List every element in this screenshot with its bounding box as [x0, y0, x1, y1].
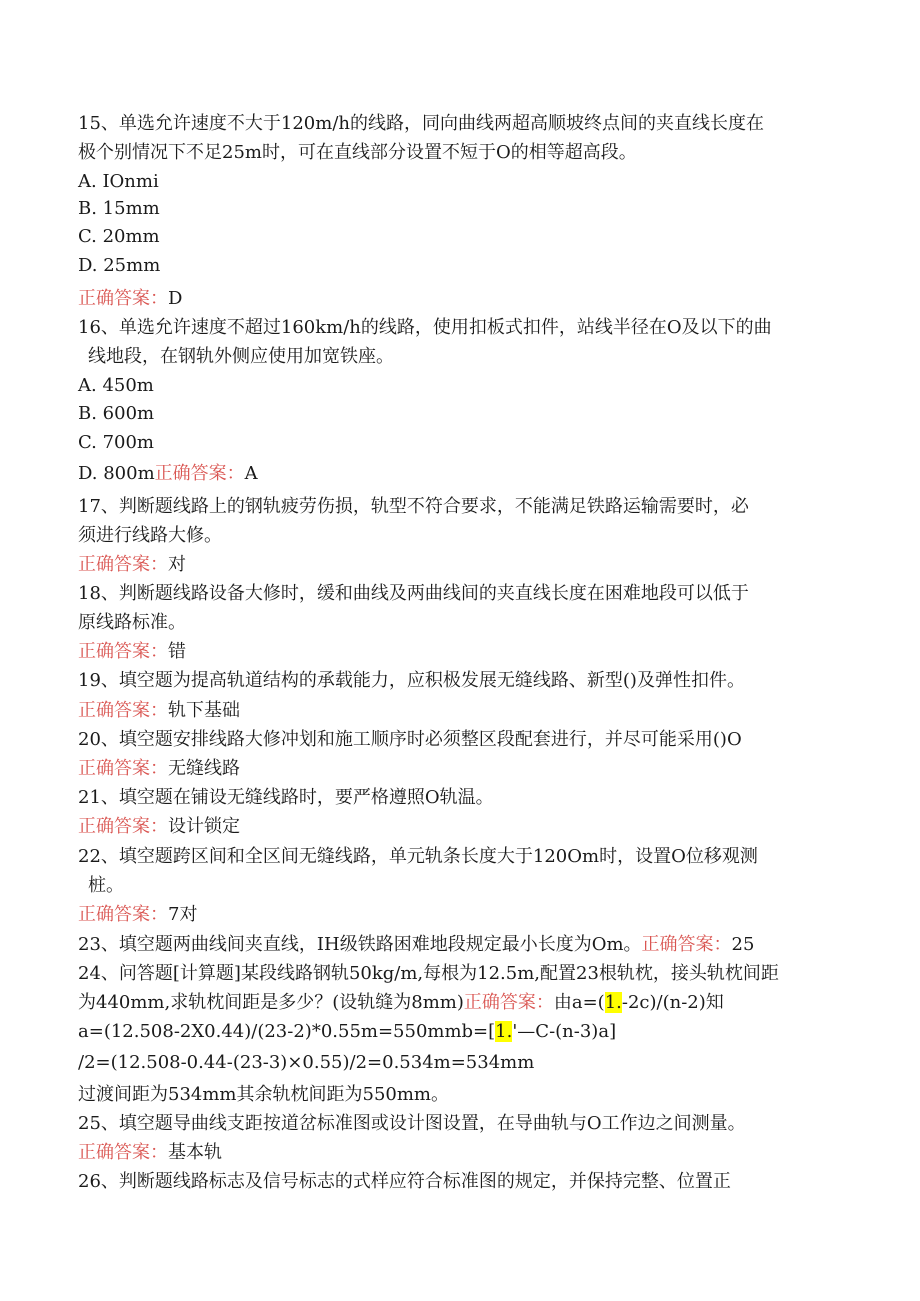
q22-line1: 22、填空题跨区间和全区间无缝线路，单元轨条长度大于120Om时，设置O位移观测 [78, 846, 758, 867]
q24-line3-post: '—C-(n-3)a] [512, 1021, 617, 1042]
q25-line1: 25、填空题导曲线支距按道岔标准图或设计图设置，在导曲轨与O工作边之间测量。 [78, 1113, 746, 1134]
q18-answer: 错 [168, 641, 186, 662]
q16-line2: 线地段，在钢轨外侧应使用加宽铁座。 [88, 346, 394, 367]
answer-label: 正确答案： [641, 934, 732, 955]
q18-line2: 原线路标准。 [78, 612, 186, 633]
q17-answer-row [78, 552, 186, 578]
q24-line2-question: 为440mm,求轨枕间距是多少？(设轨缝为8mm) [78, 992, 464, 1013]
q15-option-a: A. IOnmi [78, 171, 159, 192]
answer-label: 正确答案： [78, 816, 168, 837]
q15-line1: 15、单选允许速度不大于120m/h的线路，同向曲线两超高顺坡终点间的夹直线长度在 [78, 113, 764, 134]
q24-line3-pre: a=(12.508-2X0.44)/(23-2)*0.55m=550mmb=[ [78, 1021, 496, 1042]
q15-answer: D [168, 288, 183, 309]
q22-answer-row [78, 902, 197, 928]
q15-option-d: D. 25mm [78, 255, 161, 276]
q16-option-d: D. 800m [78, 463, 155, 484]
q24-line1: 24、问答题[计算题]某段线路钢轨50kg/m,每根为12.5m,配置23根轨枕，接头轨枕间距 [78, 963, 779, 984]
q24-highlight-1: 1. [604, 992, 622, 1013]
q16-option-d-answer-row [78, 461, 258, 487]
q18-answer-row [78, 639, 186, 665]
answer-label: 正确答案： [463, 992, 554, 1013]
q15-option-c: C. 20mm [78, 226, 160, 247]
q24-line4: /2=(12.508-0.44-(23-3)×0.55)/2=0.534m=534mm [78, 1052, 535, 1073]
q19-answer-row [78, 698, 240, 724]
q25-answer-row [78, 1140, 222, 1166]
q16-line1: 16、单选允许速度不超过160km/h的线路，使用扣板式扣件，站线半径在O及以下的曲 [78, 317, 772, 338]
q15-answer-row [78, 286, 182, 312]
answer-label: 正确答案： [78, 288, 168, 309]
q15-option-b: B. 15mm [78, 198, 160, 219]
q22-line2: 桩。 [88, 875, 124, 896]
q20-line1: 20、填空题安排线路大修冲划和施工顺序时必须整区段配套进行，并尽可能采用()O [78, 729, 742, 750]
q24-line2 [78, 990, 724, 1016]
q16-option-c: C. 700m [78, 432, 154, 453]
q22-answer: 7对 [168, 904, 198, 925]
answer-label: 正确答案： [78, 758, 168, 779]
q17-line2: 须进行线路大修。 [78, 525, 222, 546]
q23-line-with-answer [78, 932, 754, 958]
answer-label: 正确答案： [78, 1142, 168, 1163]
q21-line1: 21、填空题在铺设无缝线路时，要严格遵照O轨温。 [78, 787, 494, 808]
answer-label: 正确答案： [78, 641, 168, 662]
q24-highlight-2: 1. [495, 1021, 513, 1042]
q21-answer-row [78, 814, 240, 840]
q24-line5: 过渡间距为534mm其余轨枕间距为550mm。 [78, 1084, 449, 1105]
q17-answer: 对 [168, 554, 186, 575]
q16-answer: A [244, 463, 258, 484]
q21-answer: 设计锁定 [168, 816, 240, 837]
q19-answer: 轨下基础 [168, 700, 240, 721]
q24-formula-a-post: -2c)/(n-2)知 [621, 992, 724, 1013]
q16-option-a: A. 450m [78, 375, 154, 396]
q18-line1: 18、判断题线路设备大修时，缓和曲线及两曲线间的夹直线长度在困难地段可以低于 [78, 583, 749, 604]
answer-label: 正确答案： [78, 904, 168, 925]
q25-answer: 基本轨 [168, 1142, 222, 1163]
answer-label: 正确答案： [78, 554, 168, 575]
q24-line3 [78, 1019, 616, 1045]
q26-line1: 26、判断题线路标志及信号标志的式样应符合标准图的规定，并保持完整、位置正 [78, 1171, 731, 1192]
answer-label: 正确答案： [154, 463, 245, 484]
q20-answer-row [78, 756, 240, 782]
q16-option-b: B. 600m [78, 403, 155, 424]
q15-line2: 极个别情况下不足25m时，可在直线部分设置不短于O的相等超高段。 [78, 142, 637, 163]
q20-answer: 无缝线路 [168, 758, 240, 779]
q23-line1: 23、填空题两曲线间夹直线，IH级铁路困难地段规定最小长度为Om。 [78, 934, 642, 955]
q19-line1: 19、填空题为提高轨道结构的承载能力，应积极发展无缝线路、新型()及弹性扣件。 [78, 670, 745, 691]
q24-formula-a-pre: 由a=( [553, 992, 605, 1013]
answer-label: 正确答案： [78, 700, 168, 721]
q17-line1: 17、判断题线路上的钢轨疲劳伤损，轨型不符合要求，不能满足铁路运输需要时，必 [78, 496, 749, 517]
q23-answer: 25 [731, 934, 755, 955]
